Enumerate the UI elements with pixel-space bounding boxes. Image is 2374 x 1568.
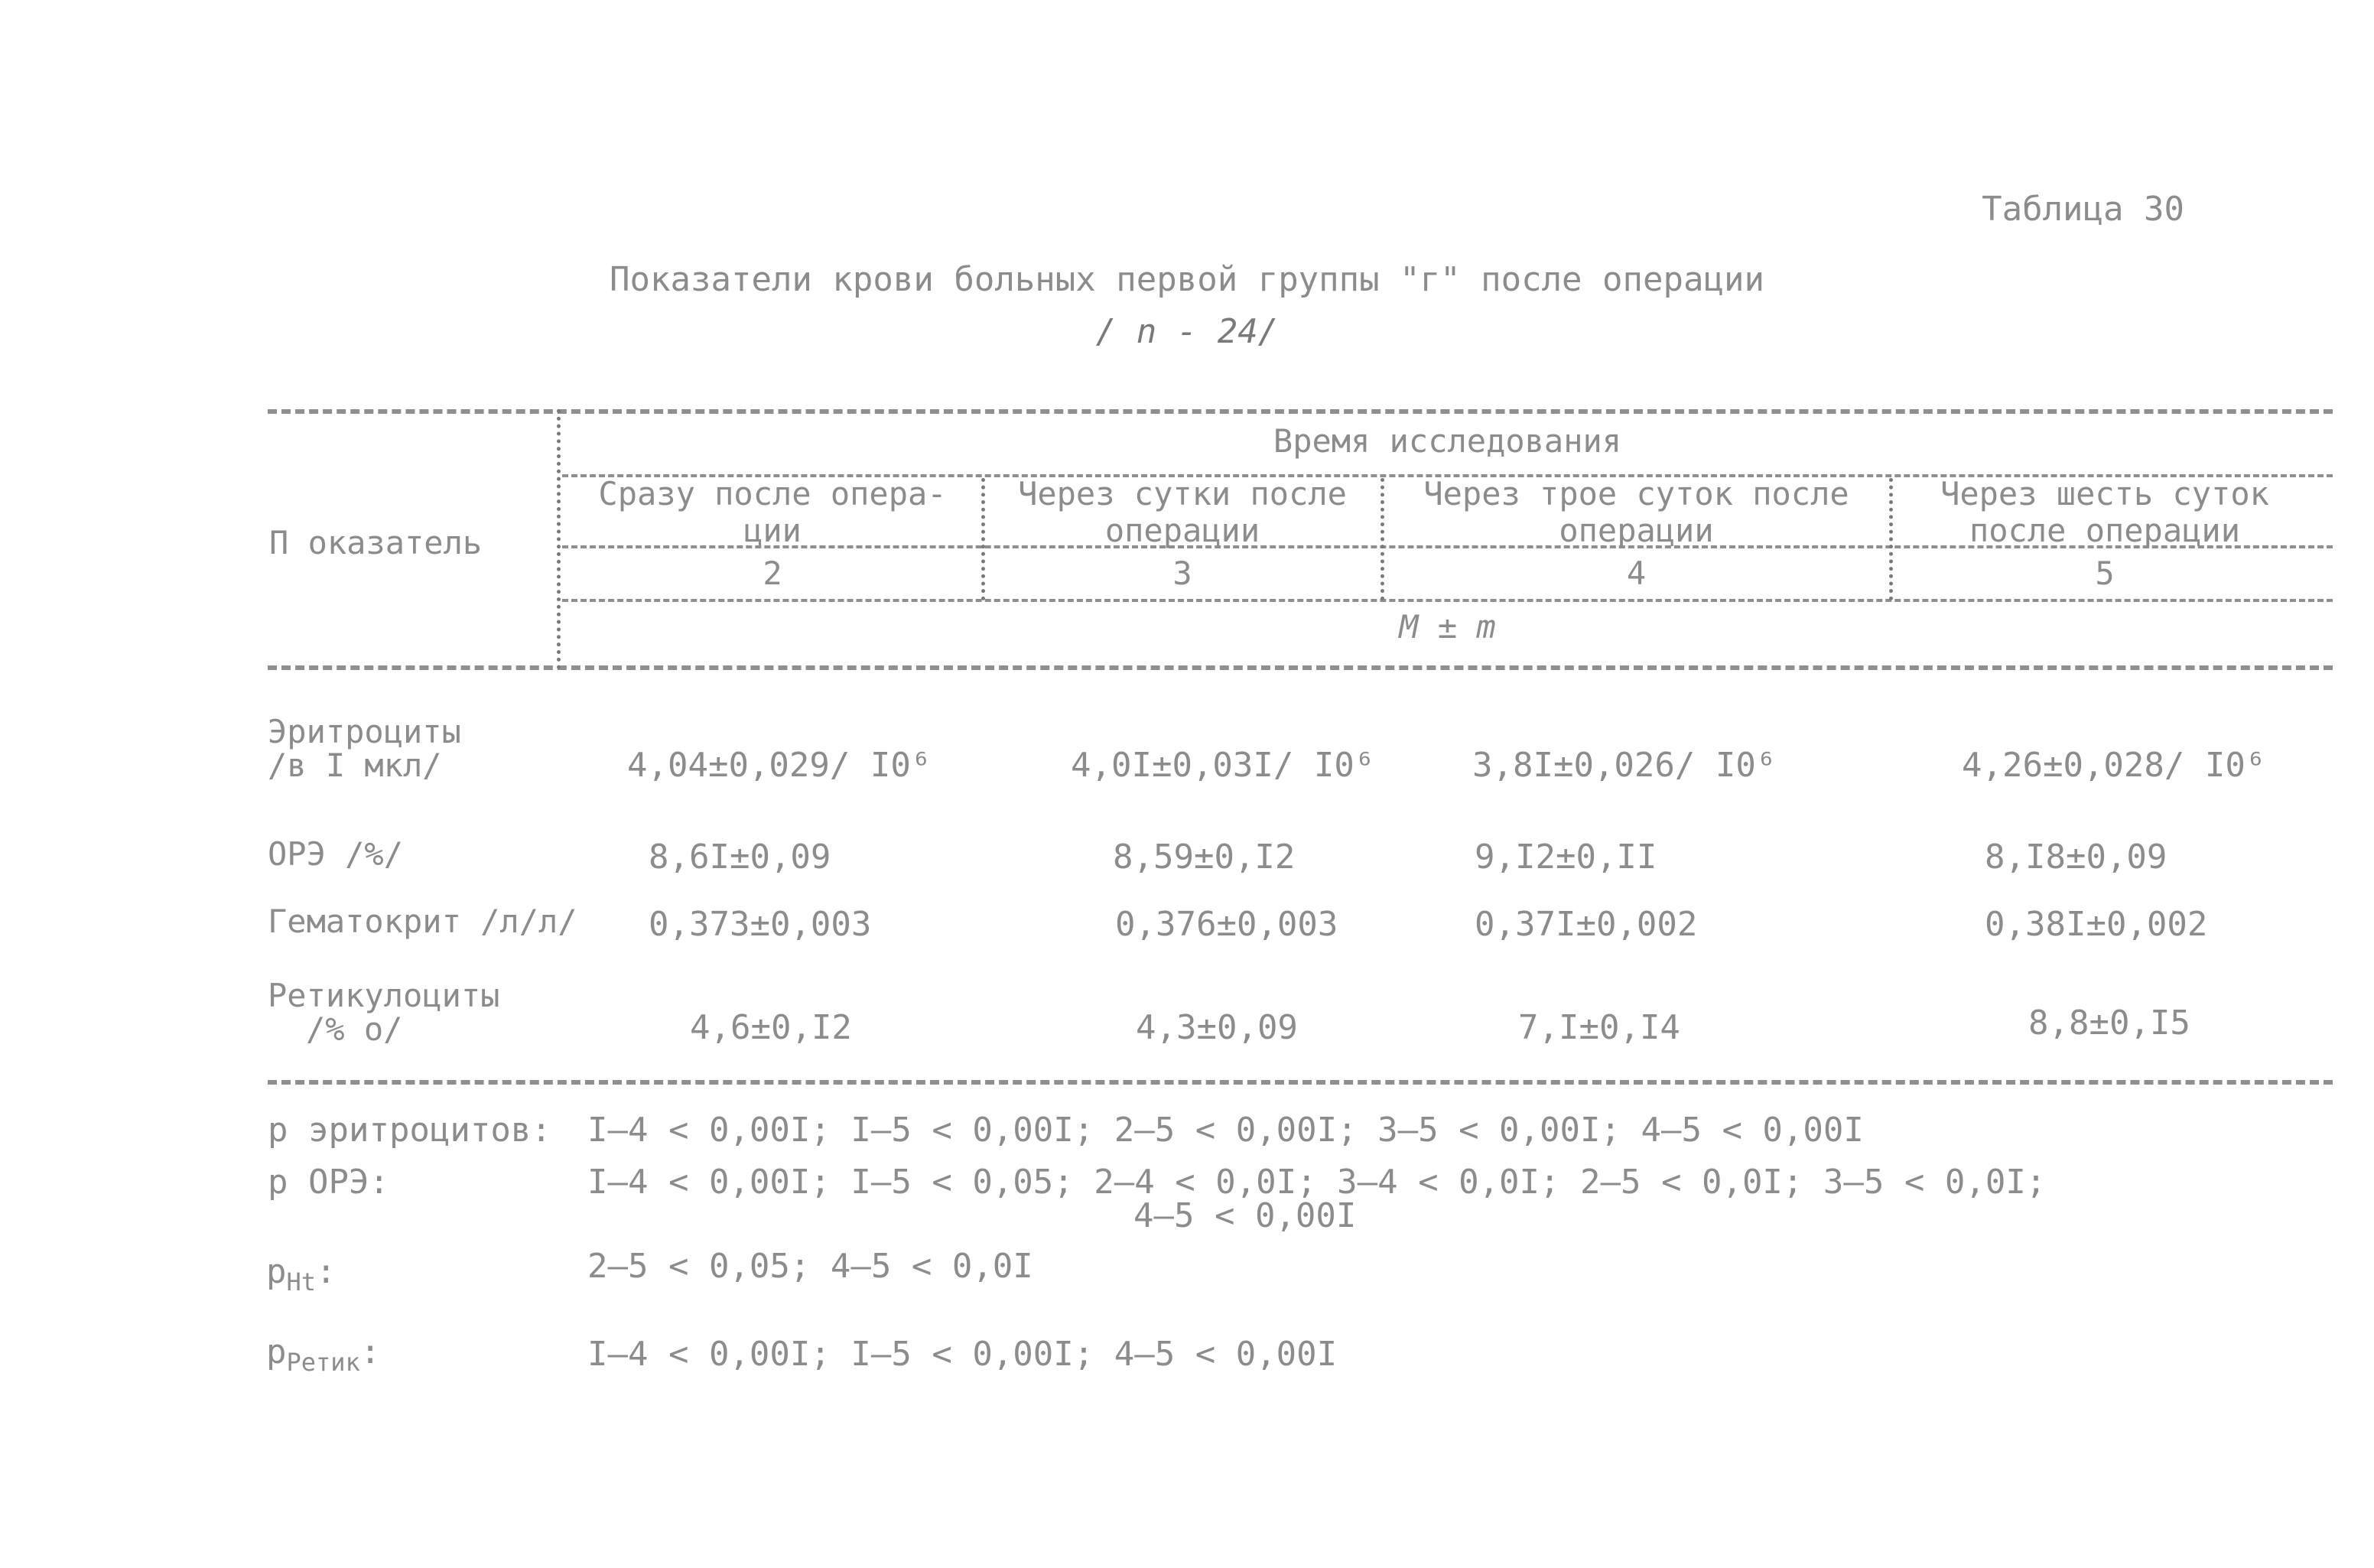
table-title: Показатели крови больных первой группы "г" после операции xyxy=(610,260,1764,299)
row-label-hematocrit: Гематокрит /л/л/ xyxy=(268,903,577,940)
reticulocytes-col-5: 8,8±0,I5 xyxy=(2028,1004,2190,1043)
hematocrit-col-5: 0,38I±0,002 xyxy=(1985,905,2208,944)
stat-header: M ± m xyxy=(1399,608,1496,646)
table-top-rule xyxy=(268,409,2333,414)
footnote-retic-text: I–4 < 0,00I; I–5 < 0,00I; 4–5 < 0,00I xyxy=(587,1335,1338,1374)
row-label-ore: ОРЭ /%/ xyxy=(268,835,404,873)
ore-col-2: 8,6I±0,09 xyxy=(649,838,831,877)
footnote-ht-label: $р_{Ht}$: xyxy=(266,1252,337,1296)
footnote-erythrocytes-text: I–4 < 0,00I; I–5 < 0,00I; 2–5 < 0,00I; 3–5 < 0,00I; 4–5 < 0,00I xyxy=(587,1111,1864,1150)
header-rule-3 xyxy=(562,599,2333,602)
header-bottom-rule xyxy=(268,665,2333,670)
hematocrit-col-4: 0,37I±0,002 xyxy=(1475,905,1698,944)
hematocrit-col-3: 0,376±0,003 xyxy=(1115,905,1338,944)
indicator-header: П оказатель xyxy=(269,524,483,561)
col-2-header: Сразу после опера- ции xyxy=(598,475,947,549)
col-5-number: 5 xyxy=(2095,555,2115,592)
header-divider-3 xyxy=(1889,478,1893,600)
row-label-erythrocytes: Эритроциты /в I мкл/ xyxy=(268,713,461,785)
col-5-header: Через шесть суток после операции xyxy=(1940,475,2269,549)
col-2-number: 2 xyxy=(763,555,782,592)
footnote-erythrocytes-label: р эритроцитов: xyxy=(268,1111,551,1150)
ore-col-4: 9,I2±0,II xyxy=(1475,838,1657,877)
col-3-header: Через сутки после операции xyxy=(1018,475,1347,549)
header-divider-main xyxy=(557,409,561,669)
footnote-retic-label: $р_{Ретик}$: xyxy=(266,1332,381,1377)
reticulocytes-col-2: 4,6±0,I2 xyxy=(690,1008,852,1047)
table-number: Таблица 30 xyxy=(1982,190,2184,229)
row-label-reticulocytes: Ретикулоциты /% о/ xyxy=(268,977,500,1049)
erythrocytes-col-2: 4,04±0,029/ I0⁶ xyxy=(627,746,932,785)
reticulocytes-col-4: 7,I±0,I4 xyxy=(1518,1008,1680,1047)
hematocrit-col-2: 0,373±0,003 xyxy=(649,905,872,944)
ore-col-5: 8,I8±0,09 xyxy=(1985,838,2167,877)
time-header: Время исследования xyxy=(1273,422,1622,460)
erythrocytes-col-3: 4,0I±0,03I/ I0⁶ xyxy=(1071,746,1375,785)
erythrocytes-col-4: 3,8I±0,026/ I0⁶ xyxy=(1472,746,1777,785)
footnote-ht-text: 2–5 < 0,05; 4–5 < 0,0I xyxy=(587,1247,1033,1286)
header-divider-2 xyxy=(1380,478,1384,600)
footnote-ore-label: р ОРЭ: xyxy=(268,1163,389,1202)
header-divider-1 xyxy=(981,478,985,600)
footnote-ore-text: I–4 < 0,00I; I–5 < 0,05; 2–4 < 0,0I; 3–4 < 0,0I; 2–5 < 0,0I; 3–5 < 0,0I; xyxy=(587,1163,2047,1202)
footnote-ore-text-cont: 4–5 < 0,00I xyxy=(1133,1196,1357,1235)
sample-size: / n - 24/ xyxy=(1095,312,1279,351)
col-3-number: 3 xyxy=(1172,555,1192,592)
table-bottom-rule xyxy=(268,1080,2333,1085)
ore-col-3: 8,59±0,I2 xyxy=(1113,838,1296,877)
erythrocytes-col-5: 4,26±0,028/ I0⁶ xyxy=(1962,746,2266,785)
reticulocytes-col-3: 4,3±0,09 xyxy=(1136,1008,1298,1047)
col-4-number: 4 xyxy=(1626,555,1647,592)
col-4-header: Через трое суток после операции xyxy=(1423,475,1849,549)
